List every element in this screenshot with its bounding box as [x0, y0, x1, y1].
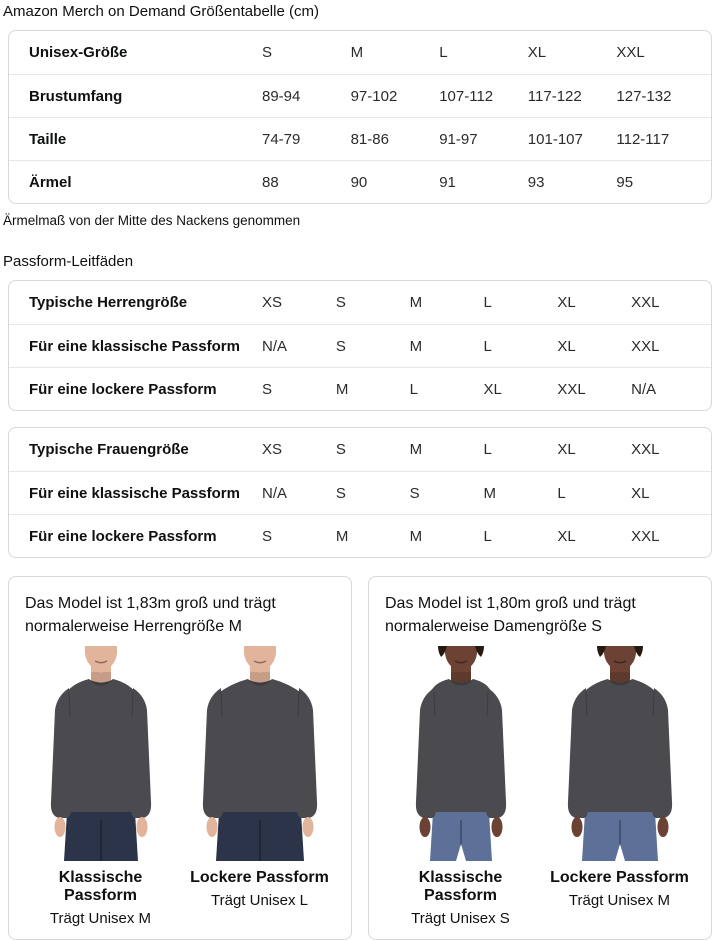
value-cell: 91	[439, 173, 456, 191]
fit-table-women	[8, 427, 712, 558]
value-cell: 81-86	[350, 130, 389, 148]
value-cell: 117-122	[527, 87, 582, 105]
value-cell: 112-117	[616, 130, 670, 148]
value-cell: 101-107	[527, 130, 583, 148]
size-label: Trägt Unisex S	[411, 910, 510, 928]
table-row	[9, 117, 711, 160]
size-cell: L	[483, 527, 492, 545]
value-cell: 88	[262, 173, 279, 191]
value-cell: 107-112	[439, 87, 494, 105]
value-cell: 127-132	[616, 87, 672, 105]
size-cell: L	[557, 484, 566, 502]
size-cell: S	[409, 484, 420, 502]
size-cell: XL	[557, 294, 576, 311]
row-label: Taille	[29, 130, 67, 148]
row-label: Für eine klassische Passform	[29, 337, 240, 355]
value-cell: 89-94	[262, 87, 301, 105]
size-cell: XL	[557, 441, 576, 458]
size-cell: XXL	[631, 337, 660, 355]
row-label: Brustumfang	[29, 87, 123, 105]
sleeve-measure-footnote: Ärmelmaß von der Mitte des Nackens genommen	[3, 213, 301, 228]
fit-figure-loose	[540, 646, 699, 927]
size-cell: S	[262, 380, 273, 398]
size-cell: XL	[483, 380, 502, 398]
size-cell: M	[409, 527, 423, 545]
size-cell: L	[483, 441, 492, 458]
size-cell: S	[262, 44, 273, 61]
value-cell: 91-97	[439, 130, 478, 148]
value-cell: 90	[350, 173, 368, 191]
model-photo-classic-women	[386, 646, 536, 861]
size-cell: M	[409, 337, 423, 355]
size-cell: S	[335, 337, 346, 355]
size-cell: XXL	[631, 294, 660, 311]
size-cell: N/A	[262, 484, 288, 502]
fit-label: Klassische Passform	[58, 869, 143, 905]
row-label: Typische Herrengröße	[29, 294, 188, 311]
size-cell: M	[409, 441, 423, 458]
table-row	[9, 514, 711, 557]
size-cell: L	[439, 44, 448, 61]
size-cell: L	[483, 337, 492, 355]
size-cell: M	[483, 484, 496, 502]
row-label: Für eine klassische Passform	[29, 484, 240, 502]
size-cell: XXL	[616, 44, 645, 61]
size-cell: XL	[631, 484, 650, 502]
size-cell: S	[335, 441, 346, 458]
size-cell: M	[350, 44, 364, 61]
table-row	[9, 281, 711, 324]
fit-label: Lockere Passform	[550, 869, 689, 887]
table-row	[9, 428, 711, 471]
fit-figure-classic	[21, 646, 180, 927]
table-row	[9, 471, 711, 514]
size-label: Trägt Unisex L	[211, 892, 308, 910]
size-cell: L	[409, 380, 418, 398]
size-cell: XS	[262, 441, 283, 458]
table-row	[9, 324, 711, 367]
size-cell: M	[409, 294, 423, 311]
size-label: Trägt Unisex M	[568, 892, 671, 910]
size-cell: XL	[557, 337, 576, 355]
card-description: Das Model ist 1,83m groß und trägt normalerweise Herrengröße M	[25, 595, 276, 635]
model-card-men	[8, 576, 352, 940]
size-cell: XL	[557, 527, 576, 545]
size-cell: N/A	[631, 380, 657, 398]
value-cell: 74-79	[262, 130, 301, 148]
fit-figure-classic	[381, 646, 540, 927]
size-cell: S	[262, 527, 273, 545]
table-row	[9, 31, 711, 74]
fit-label: Klassische Passform	[418, 869, 503, 905]
size-cell: XXL	[631, 527, 660, 545]
page-title: Amazon Merch on Demand Größentabelle (cm)	[3, 3, 319, 20]
value-cell: 95	[616, 173, 634, 191]
row-label: Ärmel	[29, 173, 72, 191]
size-cell: XXL	[557, 380, 586, 398]
value-cell: 93	[527, 173, 545, 191]
card-description: Das Model ist 1,80m groß und trägt normalerweise Damengröße S	[385, 595, 636, 635]
model-cards	[8, 576, 712, 940]
size-cell: N/A	[262, 337, 288, 355]
fit-guides-heading: Passform-Leitfäden	[3, 253, 134, 270]
size-label: Trägt Unisex M	[49, 910, 152, 928]
model-card-women	[368, 576, 712, 940]
fit-figures	[21, 646, 339, 927]
table-row	[9, 74, 711, 117]
table-row	[9, 367, 711, 410]
size-cell: XS	[262, 294, 283, 311]
table-row	[9, 160, 711, 203]
fit-figures	[381, 646, 699, 927]
size-cell: XXL	[631, 441, 660, 458]
size-cell: XL	[527, 44, 547, 61]
row-label: Unisex-Größe	[29, 44, 128, 61]
model-photo-classic-men	[26, 646, 176, 861]
value-cell: 97-102	[350, 87, 398, 105]
model-photo-loose-men	[185, 646, 335, 861]
fit-label: Lockere Passform	[190, 869, 329, 887]
row-label: Für eine lockere Passform	[29, 527, 217, 545]
size-cell: S	[335, 484, 346, 502]
unisex-size-table	[8, 30, 712, 204]
size-chart-page	[0, 3, 720, 940]
model-photo-loose-women	[545, 646, 695, 861]
row-label: Typische Frauengröße	[29, 441, 189, 458]
size-cell: L	[483, 294, 492, 311]
size-cell: M	[335, 527, 349, 545]
fit-figure-loose	[180, 646, 339, 927]
row-label: Für eine lockere Passform	[29, 380, 217, 398]
fit-table-men	[8, 280, 712, 411]
size-cell: M	[335, 380, 349, 398]
size-cell: S	[335, 294, 346, 311]
